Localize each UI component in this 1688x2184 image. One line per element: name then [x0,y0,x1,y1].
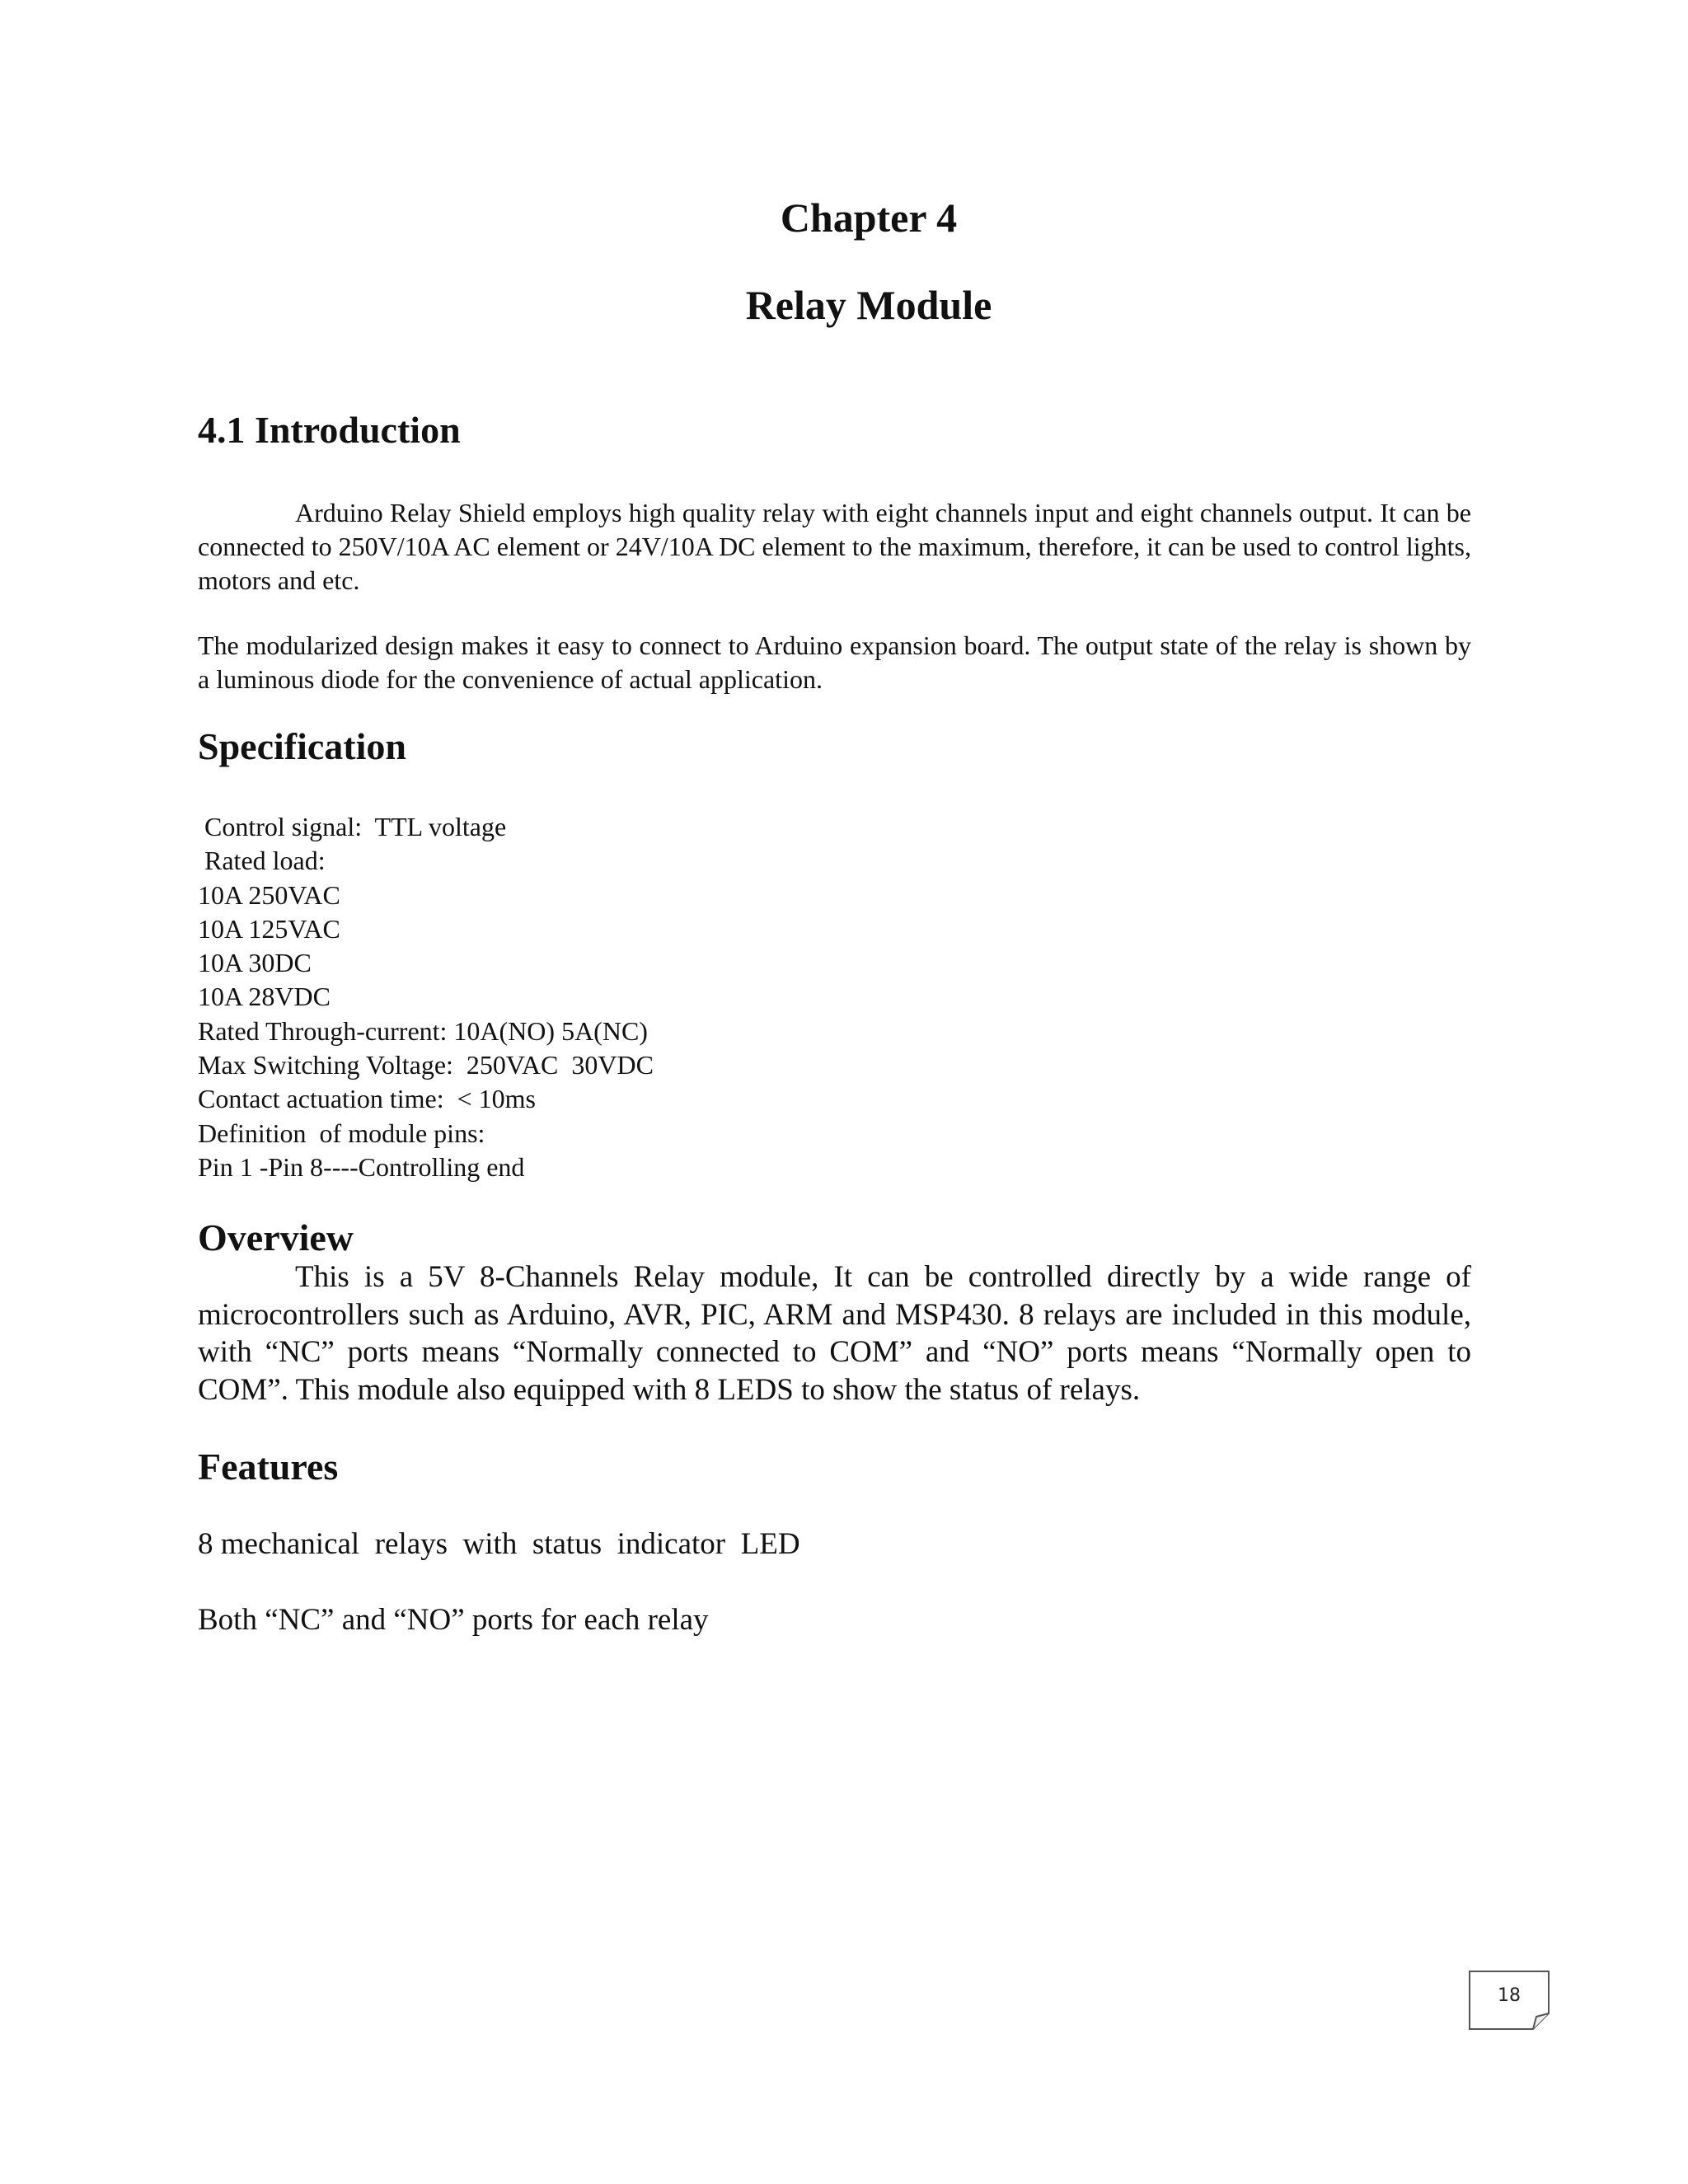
page-number-box [1469,1971,1550,2030]
spec-line: 10A 250VAC [198,879,340,910]
page-number: 18 [1498,1985,1521,2006]
introduction-paragraph-1: Arduino Relay Shield employs high quality relay with eight channels input and eight channels output. It can be connected to 250V/10A AC element or 24V/10A DC element to the maximum, therefore, it can be used to control lights, motors and etc. [198,498,1471,595]
specification-heading: Specification [198,725,406,767]
spec-line: 10A 30DC [198,948,312,978]
spec-line: Pin 1 -Pin 8----Controlling end [198,1151,525,1182]
spec-line: Rated Through-current: 10A(NO) 5A(NC) [198,1015,648,1046]
spec-line: Control signal: TTL voltage [198,812,507,841]
introduction-paragraph-2: The modularized design makes it easy to connect to Arduino expansion board. The output state of the relay is shown by a luminous diode for the convenience of actual application. [198,630,1471,694]
chapter-number: Chapter 4 [780,194,958,241]
spec-line: Rated load: [198,846,326,876]
feature-item: 8 mechanical relays with status indicator LED [198,1527,800,1561]
features-heading: Features [198,1446,339,1488]
chapter-title: Relay Module [745,282,992,328]
specification-list [198,810,654,1184]
spec-line: 10A 125VAC [198,913,340,944]
overview-heading: Overview [198,1216,354,1258]
spec-line: Max Switching Voltage: 250VAC 30VDC [198,1050,654,1080]
spec-line: Definition of module pins: [198,1118,485,1148]
feature-item: Both “NC” and “NO” ports for each relay [198,1603,709,1637]
overview-paragraph: This is a 5V 8-Channels Relay module, It can be controlled directly by a wide range of microcontrollers such as Arduino, AVR, PIC, ARM and MSP430. 8 relays are included in this module, with “NC” ports means “Normally connected to COM” and “NO” ports means “Normally open to COM”. This module also equipped with 8 LEDS to show the status of relays. [198,1260,1471,1407]
spec-line: Contact actuation time: < 10ms [198,1084,536,1114]
introduction-heading: 4.1 Introduction [198,409,461,451]
spec-line: 10A 28VDC [198,982,331,1012]
